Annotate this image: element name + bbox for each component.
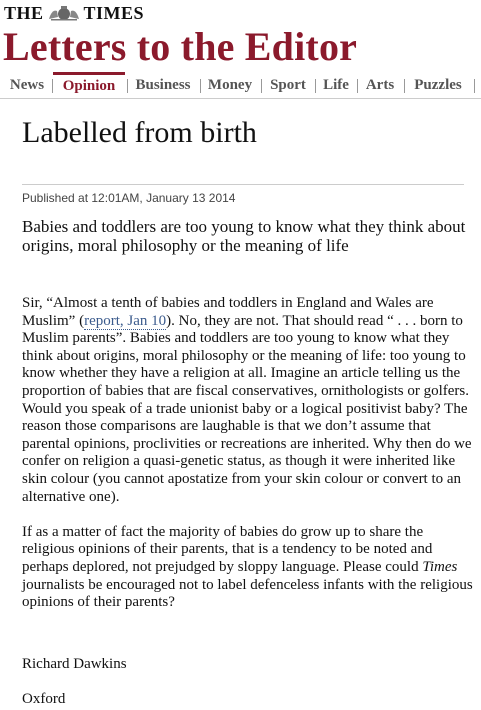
- author-location: Oxford: [22, 691, 66, 707]
- nav-puzzles[interactable]: Puzzles: [414, 77, 462, 93]
- nav-money[interactable]: Money: [207, 77, 253, 93]
- paragraph-text: If as a matter of fact the majority of babies do grow up to share the religious opinions of their parents, that is a tendency to be noted and perhaps deplored, not prejudged by sloppy language. Please could: [22, 523, 433, 575]
- section-nav: [0, 72, 481, 99]
- paragraph: [22, 295, 477, 506]
- report-link[interactable]: report, Jan 10: [84, 312, 167, 329]
- nav-sport[interactable]: Sport: [270, 77, 306, 93]
- paragraph-emphasis: Times: [422, 558, 458, 575]
- section-title: Letters to the Editor: [3, 24, 358, 69]
- paragraph-text: Sir, “Almost a tenth of babies and toddlers in England and Wales are Muslim” (: [22, 295, 434, 329]
- published-timestamp: Published at 12:01AM, January 13 2014: [22, 191, 236, 205]
- masthead-times: TIMES: [83, 2, 145, 23]
- divider: [22, 184, 464, 185]
- nav-business[interactable]: Business: [135, 77, 191, 93]
- paragraph-text: journalists be encouraged not to label defenceless infants with the religious opinions of their parents?: [22, 576, 473, 611]
- author-name: Richard Dawkins: [22, 656, 127, 672]
- nav-life[interactable]: Life: [323, 77, 349, 93]
- nav-news[interactable]: News: [9, 77, 45, 93]
- paragraph: [22, 524, 477, 612]
- nav-arts[interactable]: Arts: [365, 77, 395, 93]
- article-headline: Labelled from birth: [22, 116, 257, 149]
- article-body: [22, 295, 477, 629]
- nav-separator: [474, 79, 475, 93]
- nav-separator: [315, 79, 316, 93]
- masthead-the: THE: [4, 2, 44, 23]
- masthead[interactable]: [4, 3, 144, 23]
- article-standfirst: Babies and toddlers are too young to know what they think about origins, moral philosophy or the meaning of life: [22, 217, 466, 255]
- paragraph-text: ). No, they are not. That should read “ . . . born to Muslim parents”. Babies and toddlers are too young to know what they think about origins, moral philosophy or the meaning of life: too young to know whether they have a religion at all. Imagine an article telling us the proportion of babies that are fiscal conservatives, ornithologists or golfers. Would you speak of a trade unionist baby or a logical positivist baby? The reason those comparisons are laughable is that we don’t assume that parental opinions, proclivities or recreations are inherited. Why then do we confer on religion a quasi-genetic status, as though it were inherited like skin colour (you cannot apostatize from your skin colour or convert to an alternative one).: [22, 312, 472, 505]
- nav-separator: [200, 79, 201, 93]
- nav-separator: [261, 79, 262, 93]
- nav-separator: [404, 79, 405, 93]
- nav-separator: [127, 79, 128, 93]
- nav-opinion[interactable]: Opinion: [53, 72, 125, 101]
- royal-crest-icon: [47, 5, 81, 21]
- nav-separator: [357, 79, 358, 93]
